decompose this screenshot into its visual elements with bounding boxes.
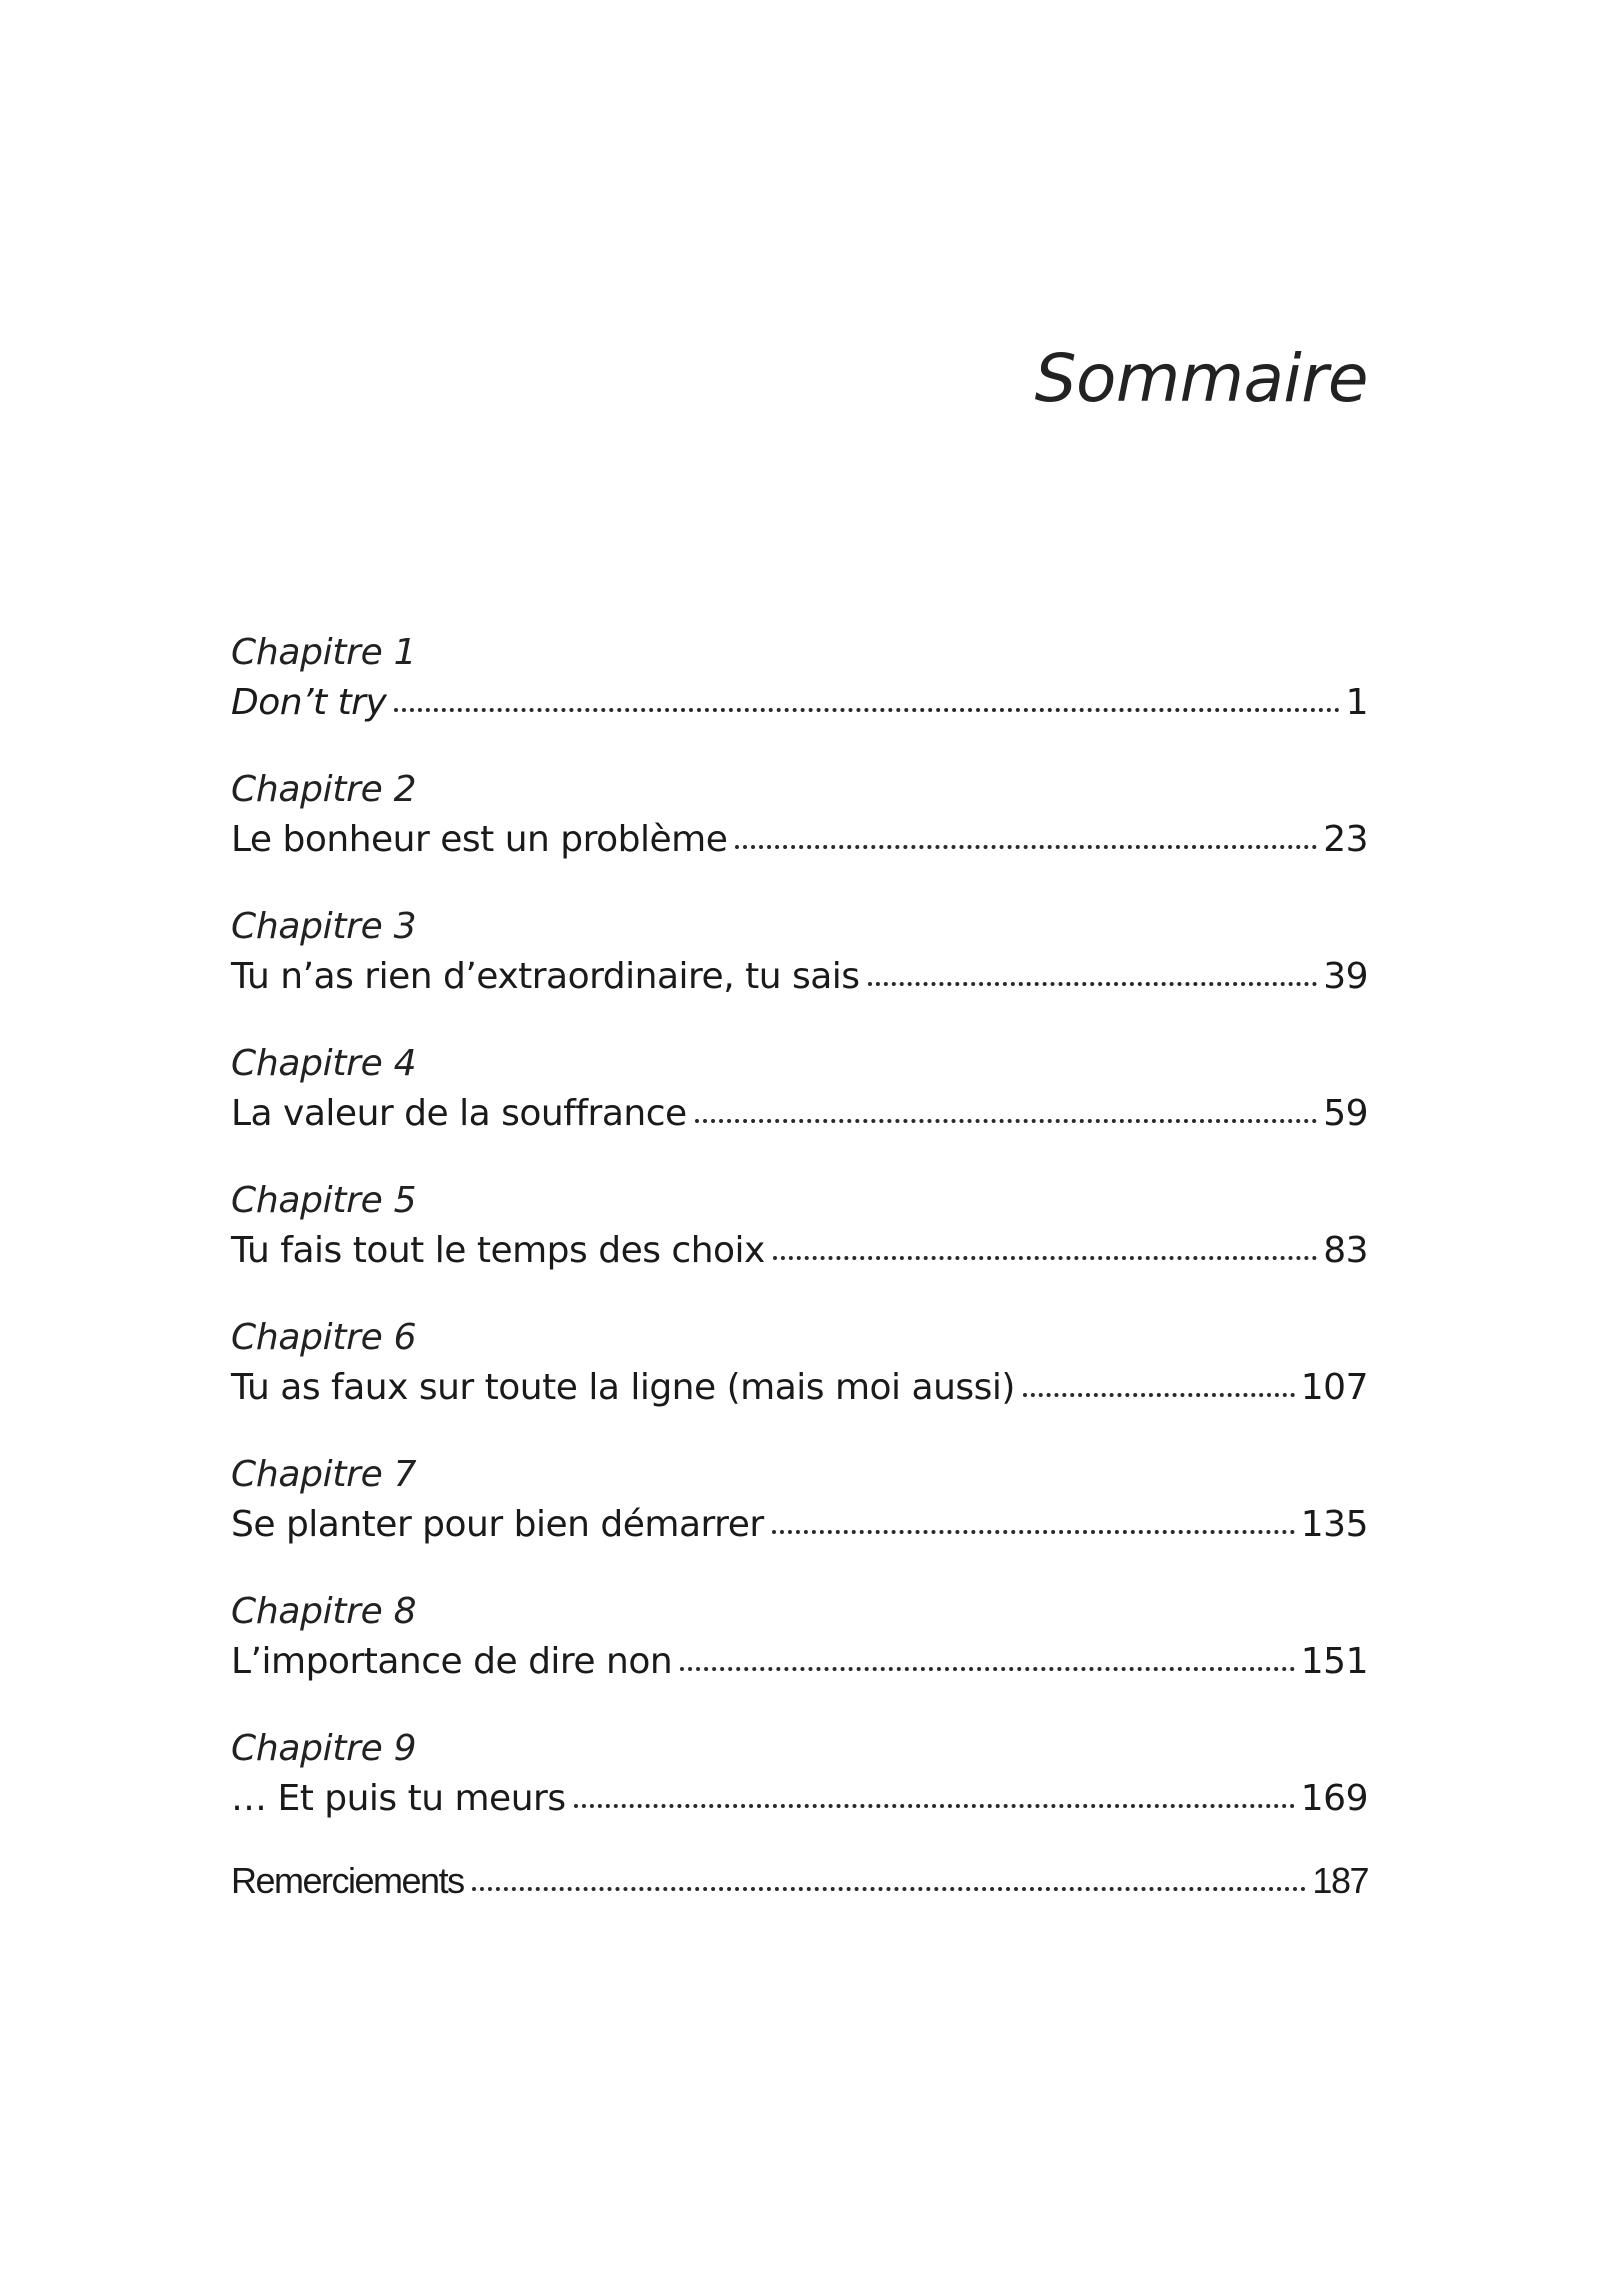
- chapter-label: Chapitre 9: [231, 1728, 417, 1769]
- acknowledgements-title: Remerciements: [231, 1860, 464, 1901]
- chapter-label: Chapitre 2: [231, 769, 417, 810]
- toc-entry[interactable]: [231, 678, 1368, 728]
- dot-leader: [773, 1256, 1317, 1260]
- chapter-label: Chapitre 6: [231, 1317, 417, 1358]
- chapter-label: Chapitre 5: [231, 1180, 417, 1221]
- chapter-title: L’importance de dire non: [231, 1641, 673, 1682]
- toc-chapter-9[interactable]: [231, 1724, 1368, 1861]
- toc-entry[interactable]: [231, 1089, 1368, 1139]
- page-number: 1: [1345, 682, 1368, 723]
- toc-entry[interactable]: [231, 1856, 1368, 1906]
- chapter-title: La valeur de la souffrance: [231, 1093, 687, 1134]
- toc-chapter-3[interactable]: [231, 902, 1368, 1039]
- toc-chapter-5[interactable]: [231, 1176, 1368, 1313]
- toc-chapter-2[interactable]: [231, 765, 1368, 902]
- page-number: 83: [1323, 1230, 1368, 1271]
- chapter-title: Le bonheur est un problème: [231, 819, 728, 860]
- toc-acknowledgements[interactable]: [231, 1856, 1368, 1906]
- toc-entry[interactable]: [231, 952, 1368, 1002]
- chapter-label: Chapitre 8: [231, 1591, 417, 1632]
- toc-chapter-8[interactable]: [231, 1587, 1368, 1724]
- chapter-title: Tu fais tout le temps des choix: [231, 1230, 765, 1271]
- toc-chapter-6[interactable]: [231, 1313, 1368, 1450]
- page-number: 135: [1300, 1504, 1368, 1545]
- toc-chapter-7[interactable]: [231, 1450, 1368, 1587]
- toc-chapter-4[interactable]: [231, 1039, 1368, 1176]
- chapter-label: Chapitre 1: [231, 632, 417, 673]
- chapter-title: … Et puis tu meurs: [231, 1778, 566, 1819]
- dot-leader: [1023, 1393, 1295, 1397]
- chapter-title: Tu n’as rien d’extraordinaire, tu sais: [231, 956, 860, 997]
- dot-leader: [472, 1887, 1307, 1891]
- page-title: Sommaire: [1034, 340, 1368, 417]
- toc-entry[interactable]: [231, 1500, 1368, 1550]
- page-number: 59: [1323, 1093, 1368, 1134]
- dot-leader: [574, 1804, 1295, 1808]
- page-number: 23: [1323, 819, 1368, 860]
- toc-entry[interactable]: [231, 1226, 1368, 1276]
- dot-leader: [394, 708, 1339, 712]
- toc-entry[interactable]: [231, 1774, 1368, 1824]
- toc-chapter-1[interactable]: [231, 628, 1368, 765]
- chapter-title: Se planter pour bien démarrer: [231, 1504, 764, 1545]
- dot-leader: [868, 982, 1318, 986]
- page-number: 107: [1300, 1367, 1368, 1408]
- table-of-contents: [231, 628, 1368, 1906]
- toc-entry[interactable]: [231, 1363, 1368, 1413]
- chapter-title: Tu as faux sur toute la ligne (mais moi aussi): [231, 1367, 1015, 1408]
- chapter-label: Chapitre 7: [231, 1454, 417, 1495]
- page-number: 39: [1323, 956, 1368, 997]
- toc-entry[interactable]: [231, 815, 1368, 865]
- chapter-label: Chapitre 4: [231, 1043, 417, 1084]
- page-number: 187: [1312, 1860, 1368, 1901]
- chapter-label: Chapitre 3: [231, 906, 417, 947]
- dot-leader: [695, 1119, 1318, 1123]
- dot-leader: [772, 1530, 1295, 1534]
- dot-leader: [680, 1667, 1295, 1671]
- dot-leader: [735, 845, 1317, 849]
- toc-entry[interactable]: [231, 1637, 1368, 1687]
- page-number: 169: [1300, 1778, 1368, 1819]
- chapter-title: Don’t try: [231, 682, 387, 723]
- page-number: 151: [1300, 1641, 1368, 1682]
